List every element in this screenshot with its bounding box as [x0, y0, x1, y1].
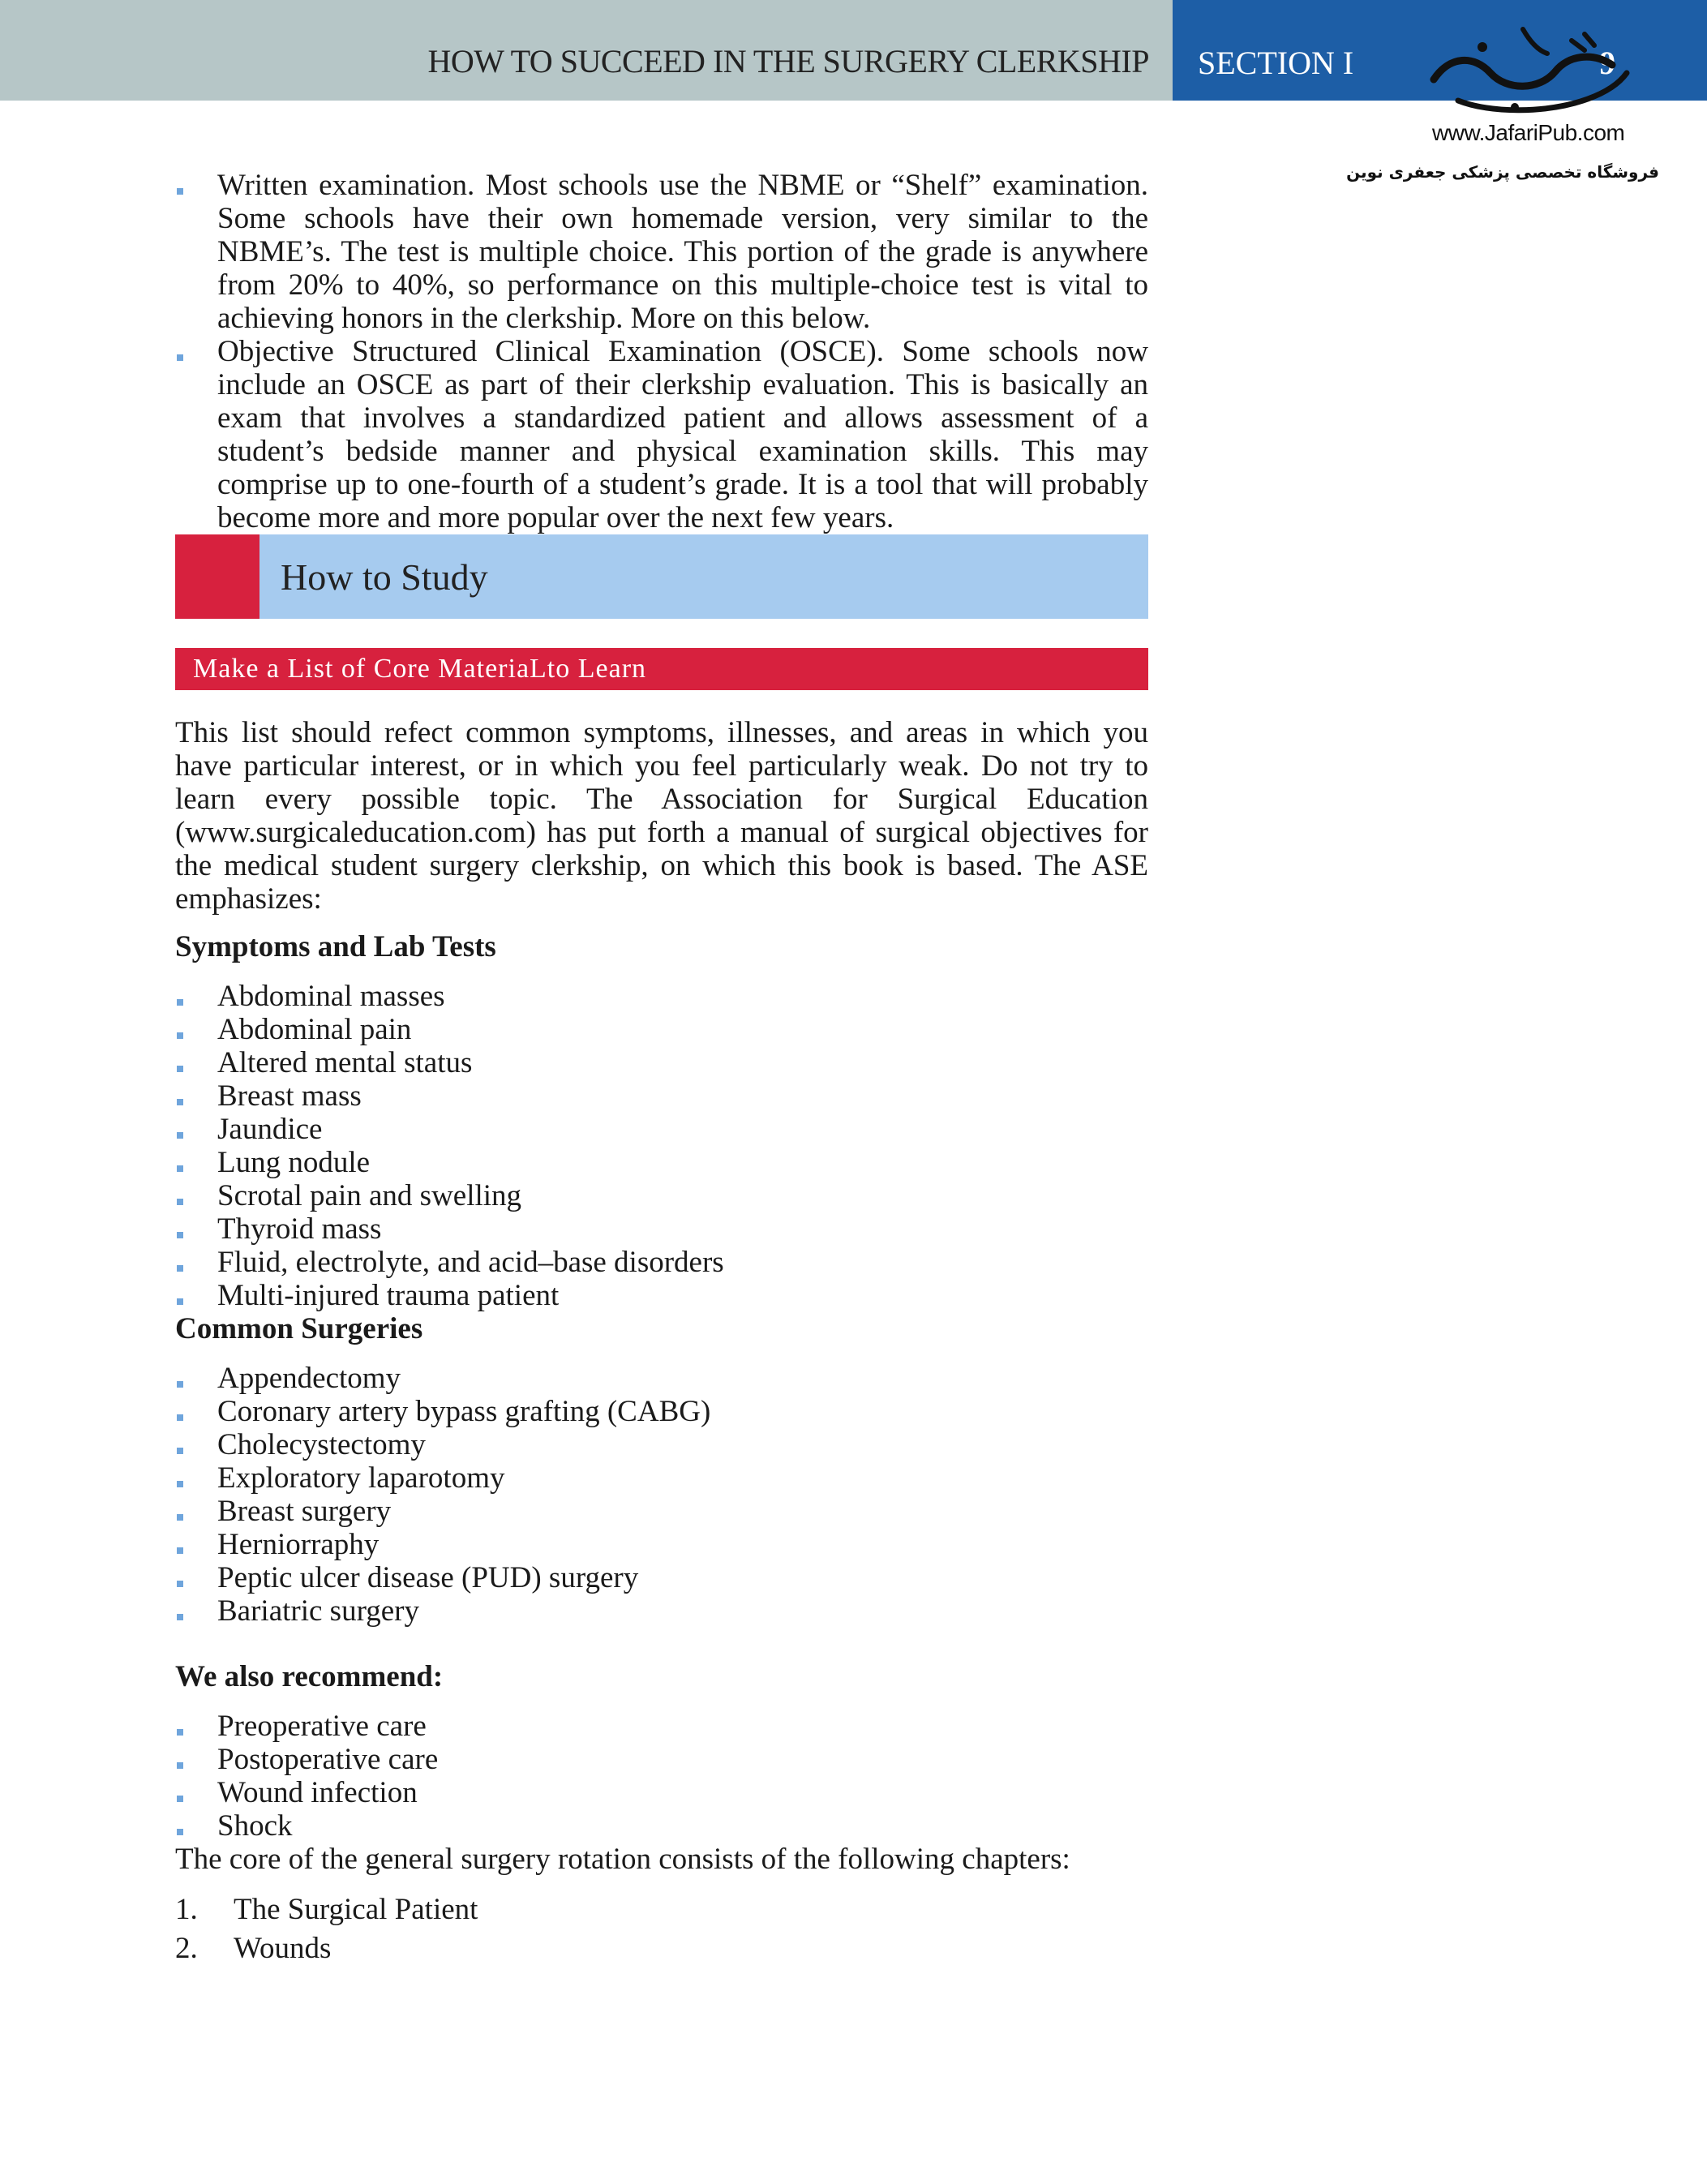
list-item: Lung nodule	[175, 1146, 1148, 1179]
recommend-list	[175, 1710, 1148, 1843]
symptoms-list	[175, 980, 1148, 1312]
list-item: Fluid, electrolyte, and acid–base disorders	[175, 1246, 1148, 1279]
list-item: Wound infection	[175, 1776, 1148, 1809]
list-item: Breast surgery	[175, 1495, 1148, 1528]
chapter-number: 1.	[175, 1893, 198, 1926]
chapter-list	[175, 1890, 1148, 1968]
list-item: Breast mass	[175, 1079, 1148, 1113]
logo-url: www.JafariPub.com	[1432, 120, 1625, 145]
chapter-title: The Surgical Patient	[234, 1893, 478, 1926]
list-item: Shock	[175, 1809, 1148, 1843]
group-heading: We also recommend:	[175, 1660, 444, 1693]
list-item: Abdominal masses	[175, 980, 1148, 1013]
list-item	[175, 1890, 1148, 1929]
page-number: 9	[1599, 45, 1615, 81]
subheading: Make a List of Core MateriaLto Learn	[175, 648, 1148, 690]
section-heading-accent	[175, 534, 259, 619]
logo-tagline: فروشگاه تخصصی پزشکی جعفری نوین	[1346, 162, 1659, 182]
list-item: Peptic ulcer disease (PUD) surgery	[175, 1561, 1148, 1594]
list-item: Multi-injured trauma patient	[175, 1279, 1148, 1312]
list-item: Scrotal pain and swelling	[175, 1179, 1148, 1212]
publisher-logo-icon	[1426, 23, 1636, 120]
list-item: Herniorraphy	[175, 1528, 1148, 1561]
list-item: Jaundice	[175, 1113, 1148, 1146]
list-item: Coronary artery bypass grafting (CABG)	[175, 1395, 1148, 1428]
list-item: Abdominal pain	[175, 1013, 1148, 1046]
list-item: Objective Structured Clinical Examination (OSCE). Some schools now include an OSCE as part of their clerkship evaluation. This is basically an exam that involves a standardized patient and allows assessment of a student’s bedside manner and physical examination skills. This may comprise up to one-fourth of a student’s grade. It is a tool that will probably become more and more popular over the next few years.	[175, 335, 1148, 534]
group-heading: Symptoms and Lab Tests	[175, 930, 496, 963]
section-heading-bar	[175, 534, 1148, 619]
list-item: Appendectomy	[175, 1362, 1148, 1395]
list-item: Bariatric surgery	[175, 1594, 1148, 1628]
list-item: Thyroid mass	[175, 1212, 1148, 1246]
list-item: Written examination. Most schools use the NBME or “Shelf” examination. Some schools have their own homemade version, very similar to the NBME’s. The test is multiple choice. This portion of the grade is anywhere from 20% to 40%, so performance on this multiple-choice test is vital to achieving honors in the clerkship. More on this below.	[175, 169, 1148, 335]
running-head: HOW TO SUCCEED IN THE SURGERY CLERKSHIP	[427, 43, 1149, 79]
intro-paragraph-wrap	[175, 716, 1148, 916]
list-item: Exploratory laparotomy	[175, 1461, 1148, 1495]
intro-paragraph: This list should refect common symptoms, illnesses, and areas in which you have particular interest, or in which you feel particularly weak. Do not try to learn every possible topic. The Association for Surgical Education (www.surgicaleducation.com) has put forth a manual of surgical objectives for the medical student surgery clerkship, on which this book is based. The ASE emphasizes:	[175, 716, 1148, 916]
intro-bullet-list	[175, 169, 1148, 534]
chapter-number: 2.	[175, 1932, 198, 1965]
group-heading: Common Surgeries	[175, 1312, 423, 1345]
list-item: Altered mental status	[175, 1046, 1148, 1079]
list-item	[175, 1929, 1148, 1968]
list-item: Cholecystectomy	[175, 1428, 1148, 1461]
list-item: Preoperative care	[175, 1710, 1148, 1743]
page-content	[175, 169, 1148, 1968]
core-sentence: The core of the general surgery rotation consists of the following chapters:	[175, 1843, 1070, 1876]
section-label: SECTION I	[1198, 45, 1354, 81]
list-item: Postoperative care	[175, 1743, 1148, 1776]
chapter-title: Wounds	[234, 1932, 332, 1965]
surgeries-list	[175, 1362, 1148, 1628]
section-title: How to Study	[281, 556, 488, 598]
